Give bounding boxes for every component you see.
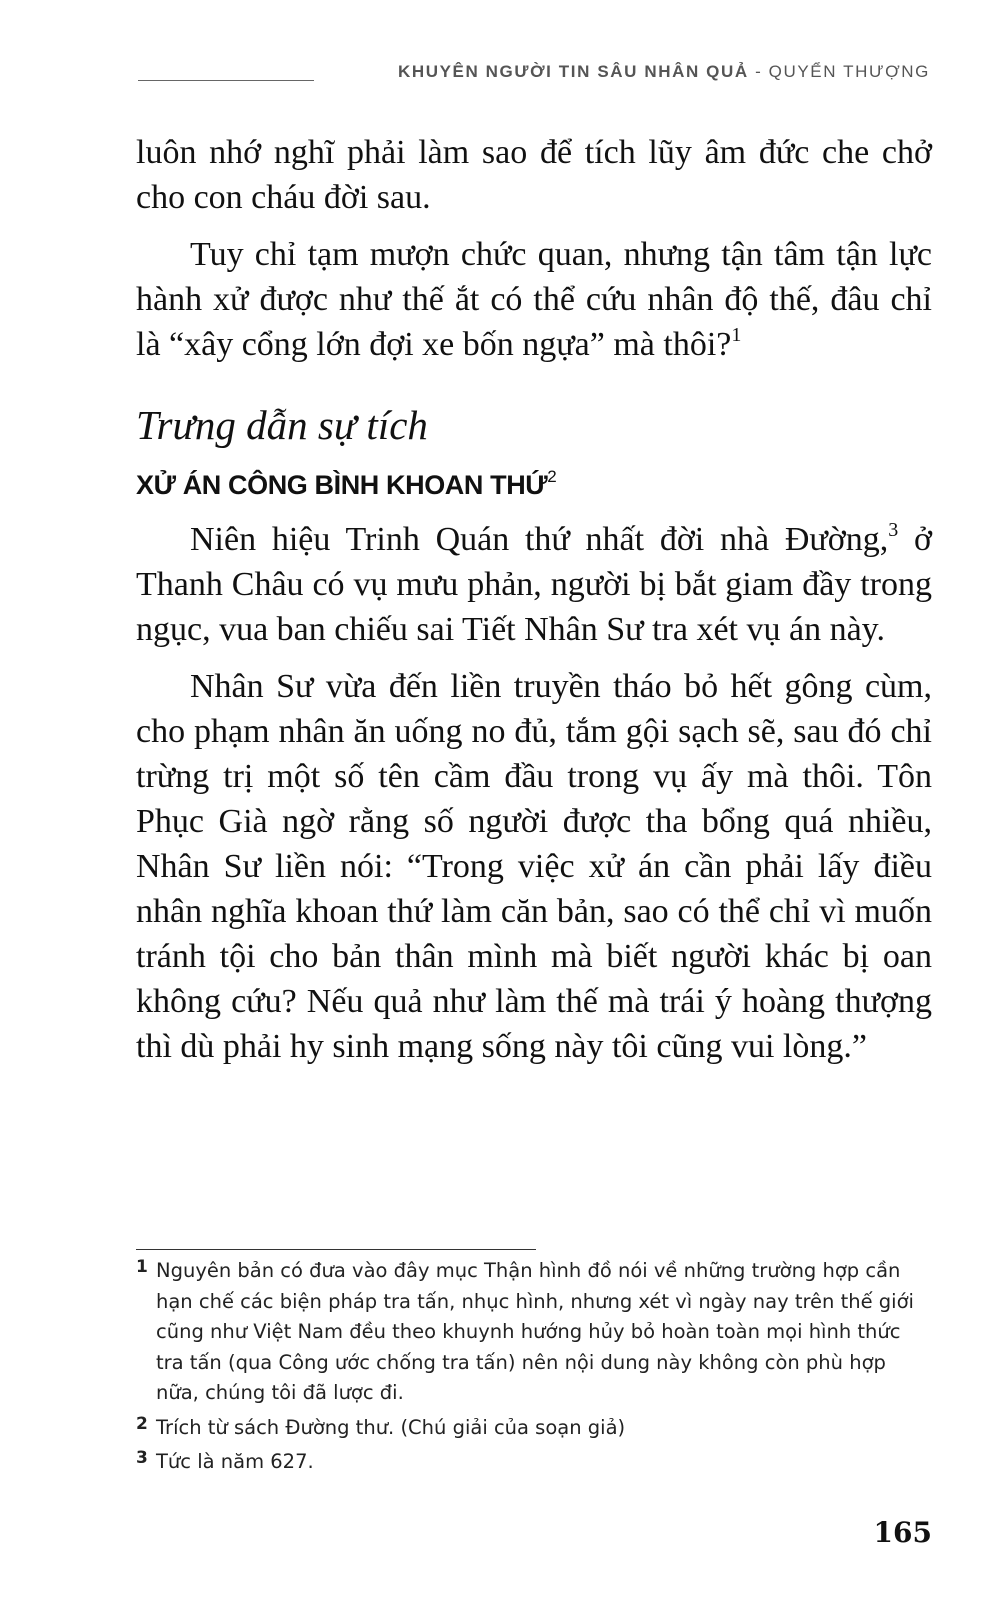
paragraph-text: luôn nhớ nghĩ phải làm sao để tích lũy âm đức che chở cho con cháu đời sau. bbox=[136, 134, 932, 216]
paragraph-text: Niên hiệu Trinh Quán thứ nhất đời nhà Đường, bbox=[190, 521, 889, 558]
paragraph-text: ở Thanh Châu có vụ mưu phản, người bị bắt giam đầy trong ngục, vua ban chiếu sai Tiết Nhân Sư tra xét vụ án này. bbox=[136, 521, 932, 648]
page-number: 165 bbox=[873, 1516, 932, 1549]
paragraph bbox=[136, 517, 932, 652]
header-separator: - bbox=[748, 62, 769, 81]
footnotes bbox=[136, 1256, 932, 1482]
paragraph bbox=[136, 232, 932, 367]
footnote-ref: 2 bbox=[547, 467, 557, 486]
header-rule bbox=[138, 80, 314, 81]
footnote-rule bbox=[136, 1249, 536, 1250]
paragraph bbox=[136, 664, 932, 1069]
paragraph-text: Tuy chỉ tạm mượn chức quan, nhưng tận tâm tận lực hành xử được như thế ắt có thể cứu nhân độ thế, đâu chỉ là “xây cổng lớn đợi xe bốn ngựa” mà thôi? bbox=[136, 236, 932, 363]
story-title bbox=[136, 465, 932, 505]
paragraph-continued bbox=[136, 130, 932, 220]
footnote-text: Tức là năm 627. bbox=[156, 1450, 314, 1473]
footnote-ref: 1 bbox=[731, 324, 742, 346]
section-heading: Trưng dẫn sự tích bbox=[136, 402, 428, 448]
running-header-text bbox=[398, 62, 930, 82]
paragraph-text: Nhân Sư vừa đến liền truyền tháo bỏ hết gông cùm, cho phạm nhân ăn uống no đủ, tắm gội sạch sẽ, sau đó chỉ trừng trị một số tên cầm đầu trong vụ ấy mà thôi. Tôn Phục Già ngờ rằng số người được tha bổng quá nhiều, Nhân Sư liền nói: “Trong việc xử án cần phải lấy điều nhân nghĩa khoan thứ làm căn bản, sao có thể chỉ vì muốn tránh tội cho bản thân mình mà biết người khác bị oan không cứu? Nếu quả như làm thế mà trái ý hoàng thượng thì dù phải hy sinh mạng sống này tôi cũng vui lòng.” bbox=[136, 668, 932, 1065]
footnote bbox=[136, 1256, 932, 1409]
footnote-number: 3 bbox=[136, 1448, 148, 1468]
footnote-text: Nguyên bản có đưa vào đây mục Thận hình đồ nói về những trường hợp cần hạn chế các biện pháp tra tấn, nhục hình, nhưng xét vì ngày nay trên thế giới cũng như Việt Nam đều theo khuynh hướng hủy bỏ hoàn toàn mọi hình thức tra tấn (qua Công ước chống tra tấn) nên nội dung này không còn phù hợp nữa, chúng tôi đã lược đi. bbox=[156, 1259, 914, 1404]
footnote-ref: 3 bbox=[888, 519, 899, 541]
story-title-text: XỬ ÁN CÔNG BÌNH KHOAN THỨ bbox=[136, 470, 548, 500]
footnote bbox=[136, 1447, 932, 1478]
footnote bbox=[136, 1413, 932, 1444]
running-header bbox=[138, 62, 930, 86]
volume-label: QUYỂN THƯỢNG bbox=[768, 62, 930, 81]
footnote-text: Trích từ sách Đường thư. (Chú giải của soạn giả) bbox=[156, 1415, 626, 1439]
book-title: KHUYÊN NGƯỜI TIN SÂU NHÂN QUẢ bbox=[397, 62, 749, 81]
page-body bbox=[136, 130, 932, 1069]
footnote-number: 1 bbox=[136, 1257, 148, 1277]
footnote-number: 2 bbox=[136, 1413, 148, 1434]
